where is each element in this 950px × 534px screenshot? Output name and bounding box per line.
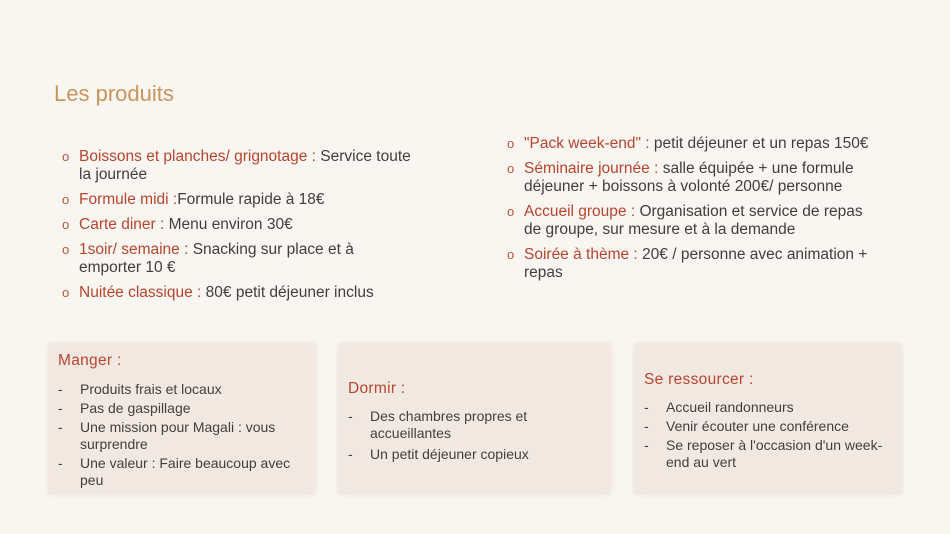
item-text: 80€ petit déjeuner inclus (205, 284, 374, 301)
dash-bullet: - (348, 408, 353, 424)
bullet-circle-icon: o (507, 136, 515, 151)
bullet-circle-icon: o (507, 204, 515, 219)
list-item (58, 400, 308, 417)
item-text: Une valeur : Faire beaucoup avec peu (80, 455, 291, 488)
item-label: Carte diner (79, 216, 156, 233)
dash-bullet: - (644, 399, 649, 415)
list-item (644, 418, 894, 435)
bullet-circle-icon: o (62, 285, 70, 300)
card-title: Dormir : (348, 380, 406, 397)
item-text: Venir écouter une conférence (666, 418, 849, 434)
list-item (348, 446, 603, 463)
card-list (348, 408, 603, 467)
right-product-list (507, 135, 877, 289)
item-label: Formule midi (79, 191, 169, 208)
card-title: Manger : (58, 352, 122, 369)
list-item (644, 399, 894, 416)
item-separator: : (307, 148, 321, 165)
item-text: Un petit déjeuner copieux (370, 446, 529, 462)
left-product-list (62, 148, 417, 309)
item-separator: : (629, 246, 643, 263)
list-item (62, 284, 417, 302)
bullet-circle-icon: o (507, 161, 515, 176)
list-item (644, 437, 894, 471)
item-label: Soirée à thème (524, 246, 630, 263)
item-text: petit déjeuner et un repas 150€ (653, 135, 869, 152)
item-text: 20€ / personne avec animation + repas (524, 246, 868, 281)
card-list (58, 381, 308, 491)
list-item (507, 203, 877, 239)
item-text: Se reposer à l'occasion d'un week-end au vert (666, 437, 883, 470)
item-label: "Pack week-end" (524, 135, 641, 152)
item-text: Une mission pour Magali : vous surprendre (80, 419, 276, 452)
dash-bullet: - (644, 437, 649, 453)
item-text: Service toute la journée (79, 148, 411, 183)
bullet-circle-icon: o (62, 192, 70, 207)
item-separator: : (168, 191, 178, 208)
list-item (62, 216, 417, 234)
dash-bullet: - (58, 419, 63, 435)
item-text: Snacking sur place et à emporter 10 € (79, 241, 354, 276)
bullet-circle-icon: o (507, 247, 515, 262)
list-item (58, 419, 308, 453)
item-text: Pas de gaspillage (80, 400, 191, 416)
item-label: Nuitée classique (79, 284, 193, 301)
card-title: Se ressourcer : (644, 371, 754, 388)
dash-bullet: - (644, 418, 649, 434)
bullet-circle-icon: o (62, 242, 70, 257)
list-item (507, 246, 877, 282)
item-separator: : (626, 203, 640, 220)
item-label: Boissons et planches/ grignotage (79, 148, 308, 165)
list-item (62, 148, 417, 184)
list-item (348, 408, 603, 442)
list-item (507, 160, 877, 196)
bullet-circle-icon: o (62, 149, 70, 164)
item-text: Menu environ 30€ (168, 216, 293, 233)
item-label: Accueil groupe (524, 203, 627, 220)
list-item (62, 241, 417, 277)
item-label: Séminaire journée (524, 160, 650, 177)
item-separator: : (179, 241, 193, 258)
dash-bullet: - (58, 455, 63, 471)
item-text: Formule rapide à 18€ (177, 191, 325, 208)
list-item (58, 381, 308, 398)
item-separator: : (649, 160, 663, 177)
item-text: Produits frais et locaux (80, 381, 222, 397)
card-se-ressourcer (634, 343, 902, 495)
item-text: Organisation et service de repas de groupe, sur mesure et à la demande (524, 203, 863, 238)
item-separator: : (192, 284, 206, 301)
page-title: Les produits (54, 81, 174, 106)
dash-bullet: - (58, 381, 63, 397)
item-text: Accueil randonneurs (666, 399, 794, 415)
list-item (58, 455, 308, 489)
dash-bullet: - (348, 446, 353, 462)
item-label: 1soir/ semaine (79, 241, 180, 258)
list-item (62, 191, 417, 209)
list-item (507, 135, 877, 153)
card-manger (48, 343, 316, 495)
card-dormir (338, 343, 611, 495)
item-text: salle équipée + une formule déjeuner + boissons à volonté 200€/ personne (524, 160, 854, 195)
item-text: Des chambres propres et accueillantes (370, 408, 528, 441)
item-separator: : (155, 216, 169, 233)
item-separator: : (640, 135, 654, 152)
card-list (644, 399, 894, 473)
bullet-circle-icon: o (62, 217, 70, 232)
dash-bullet: - (58, 400, 63, 416)
